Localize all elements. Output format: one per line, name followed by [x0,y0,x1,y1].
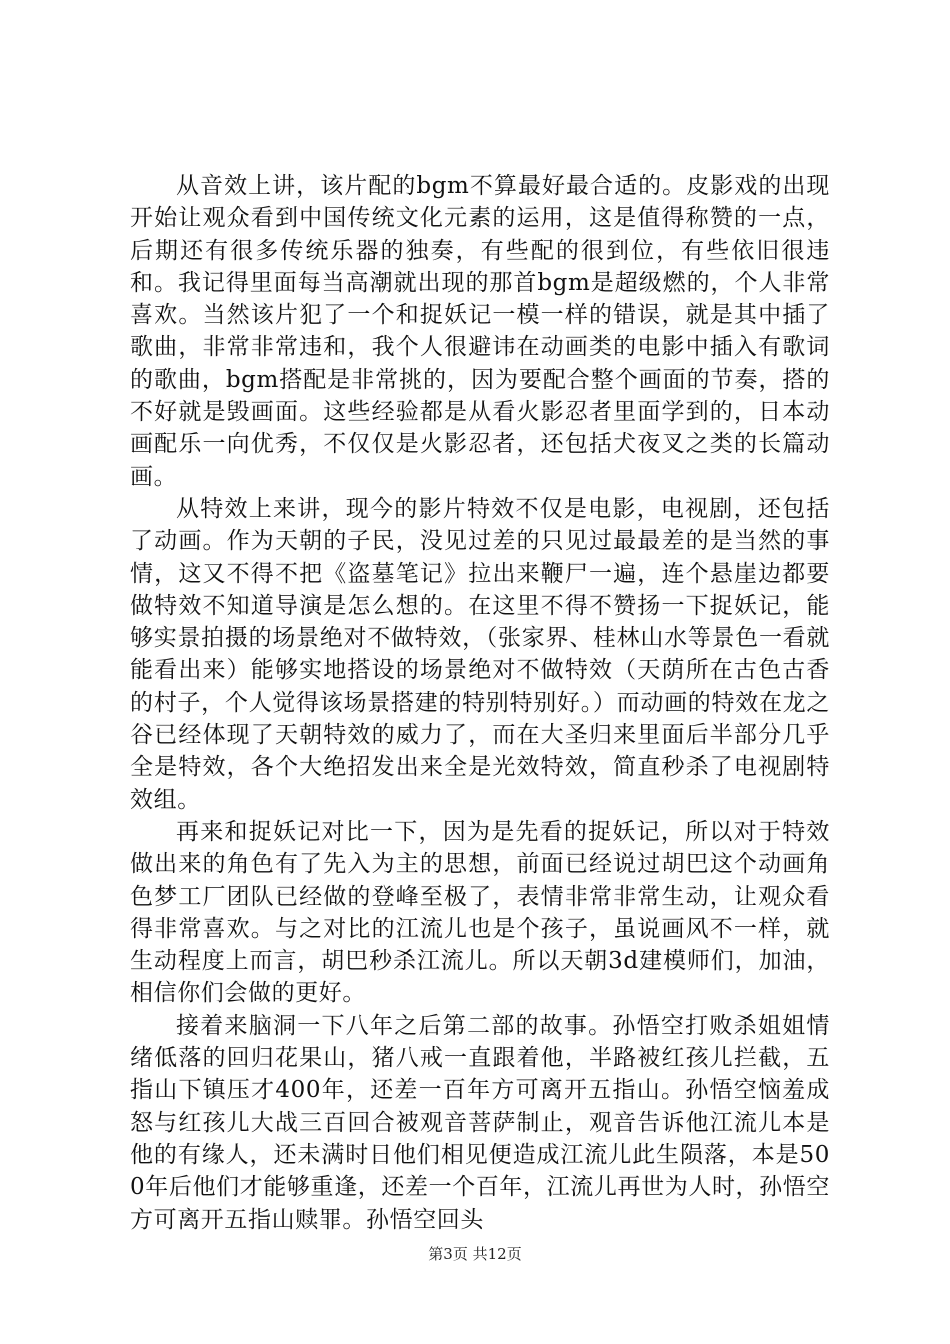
page-number-footer: 第3页 共12页 [428,1245,522,1263]
paragraph-comparison: 再来和捉妖记对比一下，因为是先看的捉妖记，所以对于特效做出来的角色有了先入为主的思想，前面已经说过胡巴这个动画角色梦工厂团队已经做的登峰至极了，表情非常非常生动，让观众看得非常喜欢。与之对比的江流儿也是个孩子，虽说画风不一样，就生动程度上而言，胡巴秒杀江流儿。所以天朝3d建模师们，加油，相信你们会做的更好。 [130,818,830,1007]
document-body [130,170,830,1236]
paragraph-visual-effects: 从特效上来讲，现今的影片特效不仅是电影，电视剧，还包括了动画。作为天朝的子民，没见过差的只见过最最差的是当然的事情，这又不得不把《盗墓笔记》拉出来鞭尸一遍，连个悬崖边都要做特效不知道导演是怎么想的。在这里不得不赞扬一下捉妖记，能够实景拍摄的场景绝对不做特效，（张家界、桂林山水等景色一看就能看出来）能够实地搭设的场景绝对不做特效（天荫所在古色古香的村子，个人觉得该场景搭建的特别特别好。）而动画的特效在龙之谷已经体现了天朝特效的威力了，而在大圣归来里面后半部分几乎全是特效，各个大绝招发出来全是光效特效，简直秒杀了电视剧特效组。 [130,495,830,813]
paragraph-sound-effects: 从音效上讲，该片配的bgm不算最好最合适的。皮影戏的出现开始让观众看到中国传统文化元素的运用，这是值得称赞的一点，后期还有很多传统乐器的独奏，有些配的很到位，有些依旧很违和。我记得里面每当高潮就出现的那首bgm是超级燃的，个人非常喜欢。当然该片犯了一个和捉妖记一模一样的错误，就是其中插了歌曲，非常非常违和，我个人很避讳在动画类的电影中插入有歌词的歌曲，bgm搭配是非常挑的，因为要配合整个画面的节奏，搭的不好就是毁画面。这些经验都是从看火影忍者里面学到的，日本动画配乐一向优秀，不仅仅是火影忍者，还包括犬夜叉之类的长篇动画。 [130,173,830,490]
paragraph-sequel-story: 接着来脑洞一下八年之后第二部的故事。孙悟空打败杀姐姐情绪低落的回归花果山，猪八戒一直跟着他，半路被红孩儿拦截，五指山下镇压才400年，还差一百年方可离开五指山。孙悟空恼羞成怒与红孩儿大战三百回合被观音菩萨制止，观音告诉他江流儿本是他的有缘人，还未满时日他们相见便造成江流儿此生陨落，本是500年后他们才能够重逢，还差一个百年，江流儿再世为人时，孙悟空方可离开五指山赎罪。孙悟空回头 [130,1012,830,1233]
